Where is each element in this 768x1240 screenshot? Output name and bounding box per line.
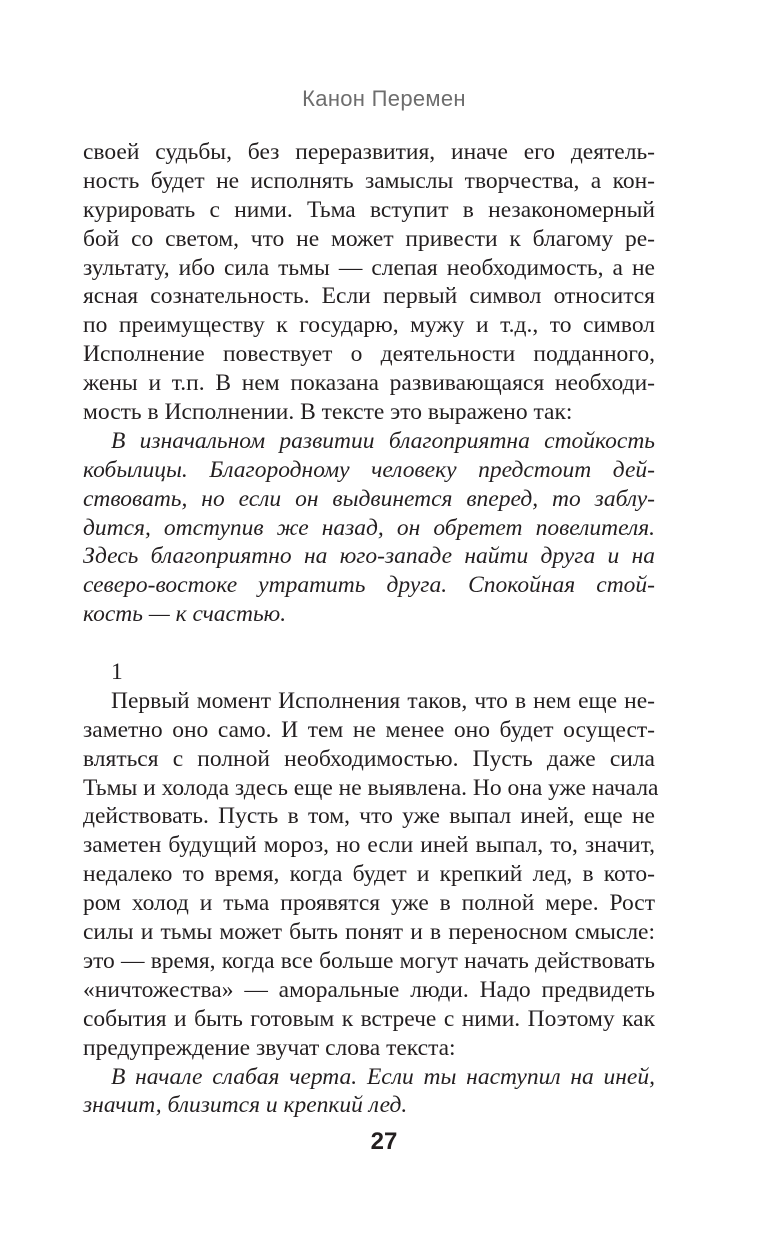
- text-line: действовать. Пусть в том, что уже выпал иней, еще не: [83, 803, 655, 830]
- text-line: курировать с ними. Тьма вступит в незакономерный: [83, 196, 655, 223]
- section-number: 1: [111, 659, 123, 686]
- text-line: мость в Исполнении. В тексте это выражено так:: [83, 399, 573, 426]
- text-line: предупреждение звучат слова текста:: [83, 1034, 456, 1061]
- text-line: заметен будущий мороз, но если иней выпал, то, значит,: [83, 832, 655, 859]
- text-line: силы и тьмы может быть понят и в переносном смысле:: [83, 919, 655, 946]
- text-line: ясная сознательность. Если первый символ относится: [83, 283, 655, 310]
- paragraph-2: [83, 687, 659, 1063]
- text-line: события и быть готовым к встрече с ними. Поэтому как: [83, 1005, 655, 1032]
- quote-line: Здесь благоприятно на юго-западе найти друга и на: [83, 543, 655, 570]
- text-line: вляться с полной необходимостью. Пусть даже сила: [83, 745, 655, 772]
- spacer: [83, 629, 655, 658]
- quote-line: кость — к счастью.: [83, 601, 287, 628]
- text-line: Исполнение повествует о деятельности подданного,: [83, 341, 655, 368]
- running-head: Канон Перемен: [302, 86, 466, 111]
- page-body: [83, 138, 659, 1120]
- text-line: Тьмы и холода здесь еще не выявлена. Но она уже начала: [83, 774, 659, 801]
- text-line: по преимуществу к государю, мужу и т.д., то символ: [83, 312, 655, 339]
- quote-line: значит, близится и крепкий лед.: [83, 1092, 408, 1119]
- paragraph-1: [83, 138, 655, 427]
- text-line: зультату, ибо сила тьмы — слепая необходимость, а не: [83, 254, 655, 281]
- text-line: ром холод и тьма проявятся уже в полной мере. Рост: [83, 890, 655, 917]
- text-line: бой со светом, что не может привести к благому ре-: [83, 225, 655, 252]
- quote-line: северо-востоке утратить друга. Спокойная стой-: [83, 572, 655, 599]
- text-line: Первый момент Исполнения таков, что в нем еще не-: [111, 687, 655, 714]
- text-line: своей судьбы, без переразвития, иначе его деятель-: [83, 139, 655, 165]
- quote-2: [83, 1063, 655, 1121]
- quote-line: кобылицы. Благородному человеку предстоит дей-: [83, 456, 655, 483]
- quote-line: В изначальном развитии благоприятна стойкость: [111, 427, 655, 454]
- quote-line: В начале слабая черта. Если ты наступил на иней,: [111, 1063, 655, 1090]
- text-line: «ничтожества» — аморальные люди. Надо предвидеть: [83, 976, 655, 1003]
- quote-line: дится, отступив же назад, он обретет повелителя.: [83, 514, 655, 541]
- quote-1: [83, 427, 655, 629]
- text-line: недалеко то время, когда будет и крепкий лед, в кото-: [83, 861, 655, 888]
- text-line: это — время, когда все больше могут начать действовать: [83, 947, 655, 974]
- page-number: 27: [370, 1128, 398, 1155]
- quote-line: ствовать, но если он выдвинется вперед, то заблу-: [83, 485, 655, 512]
- text-line: ность будет не исполнять замыслы творчества, а кон-: [83, 167, 655, 194]
- text-line: заметно оно само. И тем не менее оно будет осущест-: [83, 716, 655, 743]
- text-line: жены и т.п. В нем показана развивающаяся необходи-: [83, 370, 655, 397]
